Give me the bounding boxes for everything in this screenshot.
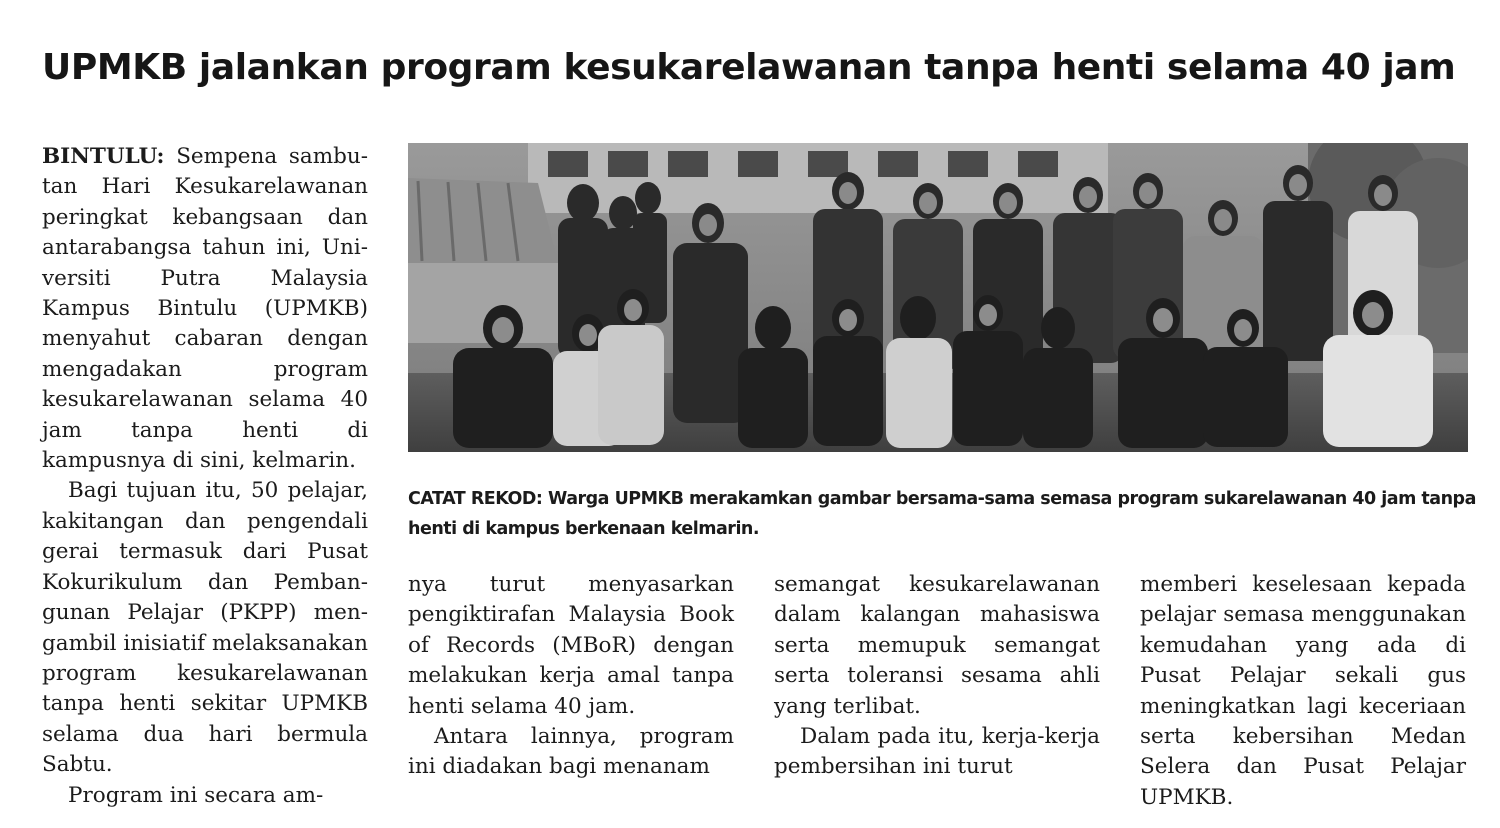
dateline: BINTULU:	[42, 144, 165, 169]
photo-caption	[408, 484, 1478, 544]
group-photo-image	[408, 143, 1468, 452]
paragraph-1: BINTULU: Sempena sambutan Hari Kesukarelawanan peringkat kebangsaan dan antarabangsa tahun ini, Universiti Putra Malaysia Kampus Bintulu (UPMKB) menyahut cabaran dengan mengadakan program kesukarelawanan selama 40 jam tanpa henti di kampusnya di sini, kelmarin.	[42, 144, 368, 474]
article-column-4	[1140, 570, 1466, 813]
article-column-3	[774, 570, 1100, 783]
headline: UPMKB jalankan program kesukarelawanan tanpa henti selama 40 jam	[42, 47, 1456, 88]
article-column-1	[42, 142, 368, 811]
paragraph-5-start: Dalam pada itu, kerja-kerja pembersihan ini turut	[774, 724, 1100, 780]
paragraph-3-start: Program ini secara am-	[68, 782, 324, 808]
group-photo	[408, 143, 1468, 452]
caption-text: Warga UPMKB merakamkan gambar bersama-sama semasa program sukarelawanan 40 jam tanpa henti di kampus berkenaan kelmarin.	[408, 489, 1476, 539]
paragraph-2: Bagi tujuan itu, 50 pelajar, kakitangan dan pengendali gerai termasuk dari Pusat Kokurikulum dan Pembangunan Pelajar (PKPP) mengambil inisiatif melaksanakan program kesukarelawanan tanpa henti sekitar UPMKB selama dua hari bermula Sabtu.	[42, 478, 368, 778]
paragraph-4-end: semangat kesukarelawanan dalam kalangan mahasiswa serta memupuk semangat serta toleransi sesama ahli yang terlibat.	[774, 572, 1100, 719]
paragraph-5-end: memberi keselesaan kepada pelajar semasa menggunakan kemudahan yang ada di Pusat Pelajar sekali gus meningkatkan lagi keceriaan serta kebersihan Medan Selera dan Pusat Pelajar UPMKB.	[1140, 572, 1466, 810]
article-column-2	[408, 570, 734, 783]
caption-label: CATAT REKOD:	[408, 489, 543, 509]
paragraph-4-start: Antara lainnya, program ini diadakan bagi menanam	[408, 724, 734, 780]
paragraph-3-end: nya turut menyasarkan pengiktirafan Malaysia Book of Records (MBoR) dengan melakukan kerja amal tanpa henti selama 40 jam.	[408, 572, 734, 719]
